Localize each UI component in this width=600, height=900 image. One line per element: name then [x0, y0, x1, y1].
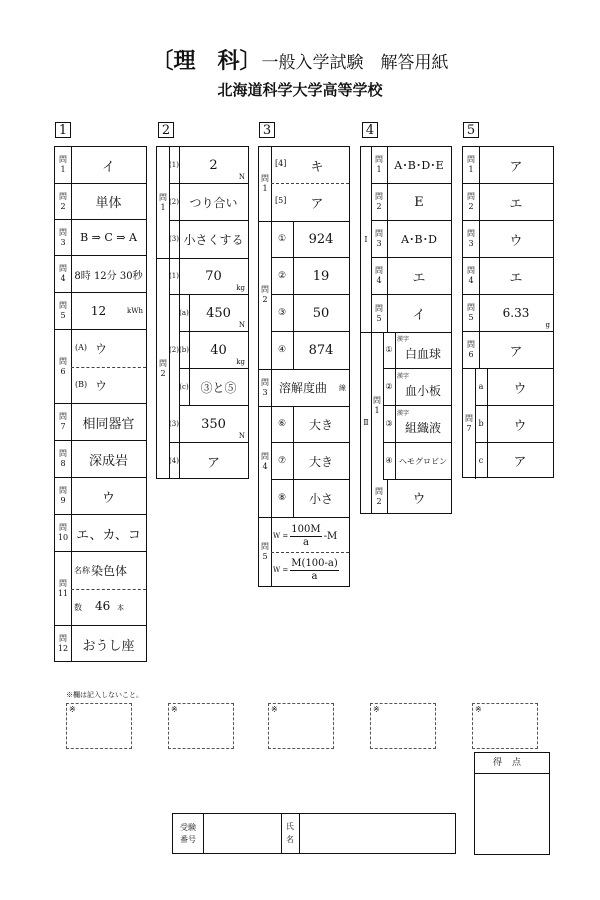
answer-cell[interactable]: 血小板 — [404, 383, 441, 398]
sub-label: (1) — [169, 147, 180, 183]
s1-q11-row — [55, 552, 146, 626]
s5-q7a-row — [475, 369, 553, 406]
sub-label: ⑧ — [271, 480, 294, 517]
section-1-column — [54, 146, 147, 662]
unit-label: kg — [236, 284, 245, 292]
answer-cell[interactable]: ウ — [509, 233, 523, 249]
section-4-number: 4 — [362, 122, 378, 138]
s1-q4-row — [55, 256, 146, 293]
sub-label: (B) — [75, 380, 88, 389]
kanji-label: 漢字 — [397, 410, 410, 417]
question-label: 問 1 — [463, 147, 480, 183]
name-field[interactable] — [300, 814, 455, 853]
answer-cell[interactable]: A･B･D･E — [394, 159, 444, 172]
sub-label: (2) — [169, 184, 180, 220]
sub-label: [5] — [275, 196, 287, 205]
sub-label: ③ — [383, 406, 396, 442]
sub-label: ③ — [271, 295, 294, 331]
answer-cell[interactable]: ウ — [95, 379, 108, 393]
s4-II-q2-row — [371, 480, 451, 514]
question-label: 問 1 — [159, 192, 167, 212]
s3-q2-4-row — [271, 332, 349, 369]
answer-cell[interactable]: エ — [509, 196, 523, 212]
question-label: 問 12 — [55, 626, 72, 662]
s2-q2-1-row — [169, 258, 248, 295]
answer-cell[interactable]: ア — [310, 197, 324, 212]
question-label: 問 3 — [55, 220, 72, 255]
question-label: 問 2 — [159, 358, 167, 378]
answer-cell[interactable]: 8時 12分 30秒 — [74, 270, 143, 282]
s4-II-q1-2-row — [383, 369, 451, 406]
answer-cell[interactable]: ヘモグロビン — [399, 456, 447, 466]
answer-cell[interactable]: 46 — [95, 599, 111, 613]
answer-cell[interactable]: 924 — [308, 231, 334, 247]
score-label: 得点 — [475, 753, 549, 774]
s1-q3-row — [55, 220, 146, 256]
answer-cell[interactable]: 小さくする — [183, 233, 244, 247]
section-5-number: 5 — [463, 122, 479, 138]
s1-q7-row — [55, 404, 146, 441]
s3-q4-8-row — [271, 480, 349, 517]
s5-q7c-row — [475, 443, 553, 478]
unit-label: kg — [236, 358, 245, 366]
answer-cell[interactable]: ウ — [513, 418, 527, 434]
answer-cell[interactable]: 溶解度曲 — [278, 381, 327, 395]
sub-label: c — [475, 443, 488, 478]
question-label: 問 6 — [463, 332, 480, 368]
s1-q8-row — [55, 441, 146, 478]
s1-q1-row — [55, 147, 146, 184]
sub-label: ① — [271, 221, 294, 257]
sub-label: ④ — [271, 332, 294, 369]
s2-q2-2a-row — [179, 295, 248, 332]
answer-cell[interactable]: つり合い — [189, 195, 238, 210]
s4-I-q3-row — [371, 221, 451, 258]
s2-q1-1-row — [169, 147, 248, 184]
answer-cell[interactable]: 70 — [205, 268, 222, 284]
s4-I-q1-row — [371, 147, 451, 184]
section-2-number: 2 — [158, 122, 174, 138]
answer-cell[interactable]: E — [414, 194, 424, 210]
question-label: 問 2 — [371, 480, 388, 514]
s2-q2-4-row — [169, 443, 248, 479]
sub-label: 数 — [74, 603, 82, 612]
answer-cell[interactable]: 白血球 — [404, 346, 441, 361]
exam-number-field[interactable] — [204, 814, 280, 853]
question-label: 問 5 — [463, 295, 480, 331]
unit-label: 本 — [117, 604, 124, 612]
sub-label: (c) — [179, 369, 190, 405]
answer-cell[interactable]: ア — [509, 344, 523, 360]
sub-label: (3) — [169, 221, 180, 258]
s4-II-q1-3-row — [383, 406, 451, 443]
page-title: 〔理 科〕一般入学試験 解答用紙 — [151, 48, 449, 74]
score-box-2: ※ — [168, 703, 234, 749]
question-label: 問 2 — [371, 184, 388, 220]
s3-q3-row — [271, 369, 349, 406]
question-label: 問 5 — [371, 295, 388, 332]
question-label: 問 5 — [55, 293, 72, 329]
question-label: 問 4 — [55, 256, 72, 292]
score-box-5: ※ — [472, 703, 538, 749]
answer-cell[interactable]: B ⇒ C ⇒ A — [80, 231, 137, 244]
answer-cell[interactable]: 874 — [308, 343, 334, 358]
s3-q4-6-row — [271, 406, 349, 443]
answer-cell[interactable]: ウ — [513, 381, 527, 397]
s1-q5-row — [55, 293, 146, 330]
sub-label: [4] — [275, 159, 287, 168]
s1-q9-row — [55, 478, 146, 515]
question-label: 問 2 — [463, 184, 480, 220]
sub-label: (2) — [169, 346, 179, 355]
question-label: 問 1 — [371, 147, 388, 183]
score-box-4: ※ — [370, 703, 436, 749]
unit-label: g — [545, 321, 550, 329]
section-4-column — [360, 146, 452, 514]
answer-cell[interactable]: 450 — [206, 305, 231, 321]
answer-cell[interactable]: 19 — [312, 268, 330, 284]
sub-label: (A) — [75, 343, 88, 352]
part-label: Ⅱ — [363, 418, 369, 427]
s2-q1-3-row — [169, 221, 248, 258]
part-label: Ⅰ — [364, 234, 368, 244]
sub-label: ① — [383, 332, 396, 368]
sub-label: b — [475, 406, 488, 442]
answer-cell[interactable]: ア — [513, 455, 527, 470]
exam-info-box — [172, 813, 456, 854]
sub-label: ② — [383, 369, 396, 405]
question-label: 問 5 — [261, 542, 269, 561]
question-label: 問 3 — [261, 377, 269, 397]
question-label: 問 3 — [463, 221, 480, 257]
answer-cell[interactable]: ア — [509, 159, 523, 175]
sub-label: (1) — [169, 258, 180, 294]
sub-label: 名称 — [74, 566, 90, 575]
s5-q1-row — [463, 147, 553, 184]
answer-cell[interactable]: ウ — [101, 490, 115, 506]
answer-cell[interactable]: エ、カ、コ — [76, 527, 141, 543]
answer-cell[interactable]: 組織液 — [404, 420, 441, 435]
section-3-column — [258, 146, 350, 587]
question-label: 問 4 — [371, 258, 388, 294]
answer-cell[interactable]: おうし座 — [82, 638, 135, 654]
s5-q2-row — [463, 184, 553, 221]
sub-label: (3) — [169, 406, 180, 442]
answer-cell[interactable]: 40 — [210, 342, 227, 358]
sub-label: (4) — [169, 443, 180, 479]
s3-q4-7-row — [271, 443, 349, 480]
unit-label: 線 — [339, 383, 346, 392]
formula-1[interactable]: W = $\frac{100M}{a}$ -M — [273, 523, 338, 548]
answer-cell[interactable]: 6.33 — [502, 306, 530, 320]
s4-II-q1-4-row — [383, 443, 451, 480]
answer-cell[interactable]: 50 — [312, 305, 330, 321]
s4-I-q2-row — [371, 184, 451, 221]
dashed-divider — [71, 589, 146, 590]
footer-note: ※欄は記入しないこと。 — [66, 691, 143, 699]
question-label: 問 4 — [261, 451, 269, 471]
s5-q6-row — [463, 332, 553, 369]
answer-cell[interactable]: エ — [412, 270, 426, 286]
s4-I-q4-row — [371, 258, 451, 295]
answer-cell[interactable]: 350 — [201, 416, 226, 432]
answer-cell[interactable]: ア — [206, 455, 220, 471]
sub-label: a — [475, 369, 488, 405]
section-3-number: 3 — [259, 122, 275, 138]
s1-q10-row — [55, 515, 146, 552]
question-label: 問 7 — [465, 414, 473, 433]
s4-I-q5-row — [371, 295, 451, 332]
score-box-3: ※ — [268, 703, 334, 749]
name-label: 氏 名 — [286, 821, 294, 844]
s5-q5-row — [463, 295, 553, 332]
unit-label: N — [238, 173, 245, 181]
s2-q2-3-row — [169, 406, 248, 443]
kanji-label: 漢字 — [397, 373, 410, 380]
section-2-column — [156, 146, 249, 479]
question-label: 問 8 — [55, 441, 72, 477]
s1-q12-row — [55, 626, 146, 662]
s3-q1-5-row — [271, 184, 349, 221]
s5-q3-row — [463, 221, 553, 258]
question-label: 問 1 — [373, 396, 381, 415]
answer-cell[interactable]: 大き — [308, 417, 333, 432]
question-label: 問 9 — [55, 478, 72, 514]
kanji-label: 漢字 — [397, 336, 410, 343]
question-label: 問 2 — [55, 184, 72, 219]
sub-label: ④ — [383, 443, 396, 479]
s2-q2-2c-row — [179, 369, 248, 406]
s4-II-q1-1-row — [383, 332, 451, 369]
total-score-box — [474, 752, 550, 855]
answer-cell[interactable]: ③と⑤ — [200, 380, 237, 395]
answer-cell[interactable]: 大き — [308, 454, 333, 469]
unit-label: N — [238, 432, 245, 440]
answer-cell[interactable]: 単体 — [95, 196, 122, 211]
question-label: 問 6 — [55, 330, 72, 403]
s5-q7b-row — [475, 406, 553, 443]
section-1-number: 1 — [55, 122, 71, 138]
answer-cell[interactable]: ウ — [412, 491, 426, 507]
s2-q2-2b-row — [179, 332, 248, 369]
answer-cell[interactable]: キ — [310, 159, 324, 175]
s3-q2-2-row — [271, 258, 349, 295]
section-5-column — [462, 146, 554, 478]
answer-cell[interactable]: 相同器官 — [82, 416, 135, 432]
sub-label: (a) — [179, 295, 190, 331]
sub-label: ② — [271, 258, 294, 294]
exam-number-label: 受験 番号 — [180, 823, 196, 844]
answer-cell[interactable]: 染色体 — [91, 564, 128, 578]
answer-cell[interactable]: イ — [412, 308, 426, 323]
question-label: 問 4 — [463, 258, 480, 294]
s2-q1-2-row — [169, 184, 248, 221]
question-label: 問 1 — [261, 174, 269, 193]
question-label: 問 7 — [55, 404, 72, 440]
s3-q2-3-row — [271, 295, 349, 332]
question-label: 問 11 — [55, 552, 72, 625]
school-name: 北海道科学大学高等学校 — [217, 81, 383, 99]
answer-cell[interactable]: 小さ — [308, 492, 333, 506]
answer-cell[interactable]: 12 — [90, 304, 107, 318]
answer-cell[interactable]: エ — [509, 270, 523, 286]
answer-cell[interactable]: イ — [101, 159, 115, 175]
s1-q2-row — [55, 184, 146, 220]
s1-q6-row — [55, 330, 146, 404]
question-label: 問 1 — [55, 147, 72, 183]
question-label: 問 3 — [371, 221, 388, 257]
sub-label: (b) — [179, 332, 190, 368]
question-label: 問 10 — [55, 515, 72, 551]
answer-cell[interactable]: ウ — [95, 342, 108, 356]
question-label: 問 2 — [261, 285, 269, 304]
s3-q2-1-row — [271, 221, 349, 258]
answer-cell[interactable]: 2 — [209, 157, 218, 173]
s5-q4-row — [463, 258, 553, 295]
answer-cell[interactable]: A･B･D — [401, 233, 437, 246]
answer-cell[interactable]: 深成岩 — [88, 453, 128, 469]
s3-q1-4-row — [271, 147, 349, 184]
score-box-1: ※ — [66, 703, 132, 749]
sub-label: ⑦ — [271, 443, 294, 479]
dashed-divider — [71, 367, 146, 368]
unit-label: N — [238, 321, 245, 329]
formula-2[interactable]: W = $\frac{M(100-a)}{a}$ — [273, 557, 338, 582]
unit-label: kWh — [127, 307, 143, 315]
sub-label: ⑥ — [271, 406, 294, 442]
